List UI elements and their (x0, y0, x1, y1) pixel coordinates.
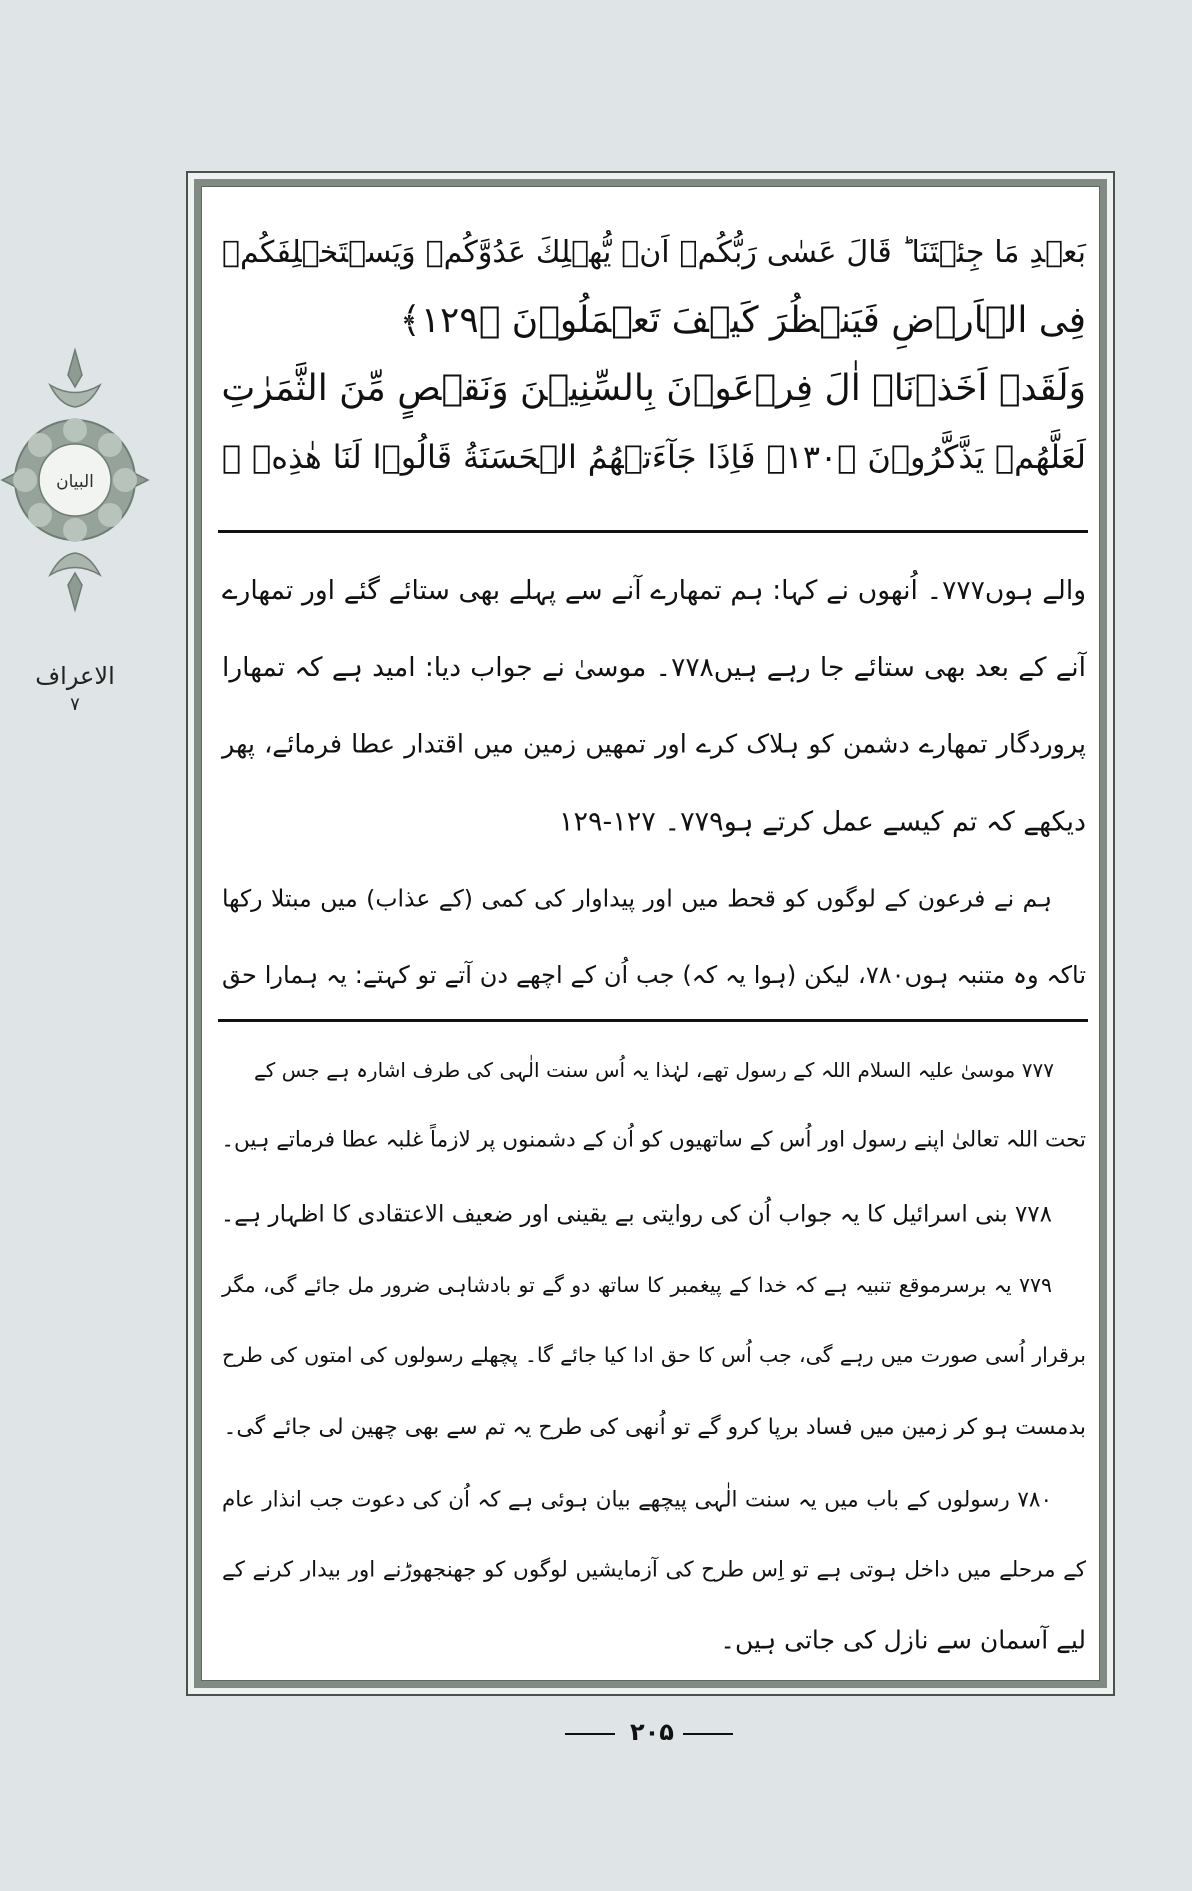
arabic-verse-line: لَعَلَّهُمۡ یَذَّکَّرُوۡنَ ﴿۱۳۰﴾ فَاِذَا جَآءَتۡهُمُ الۡحَسَنَةُ قَالُوۡا لَنَا هٰذِهٖ ۚ (222, 438, 1087, 476)
footnote-divider (218, 1019, 1088, 1022)
translation-line: تاکہ وہ متنبہ ہوں۷۸۰، لیکن (ہوا یہ کہ) جب اُن کے اچھے دن آتے تو کہتے: یہ ہمارا حق (222, 961, 1087, 989)
section-divider (218, 530, 1088, 533)
page-number-dash-left (565, 1733, 615, 1735)
footnote-line: ۷۷۹ یہ برسرموقع تنبیہ ہے کہ خدا کے پیغمبر کا ساتھ دو گے تو بادشاہی ضرور مل جائے گی، مگر (222, 1272, 1052, 1297)
translation-line: دیکھے کہ تم کیسے عمل کرتے ہو۷۷۹۔ ۱۲۷-۱۲۹ (558, 806, 1086, 838)
translation-line: ہم نے فرعون کے لوگوں کو قحط میں اور پیداوار کی کمی (کے عذاب) میں مبتلا رکھا (222, 884, 1052, 913)
emblem-ornament (0, 345, 150, 615)
page-number-dash-right (683, 1733, 733, 1735)
surah-name: الاعراف (35, 662, 115, 690)
footnote-line: کے مرحلے میں داخل ہوتی ہے تو اِس طرح کی آزمایشیں لوگوں کو جھنجھوڑنے اور بیدار کرنے کے (222, 1557, 1086, 1583)
footnote-line: بدمست ہو کر زمین میں فساد برپا کرو گے تو اُنھی کی طرح یہ تم سے بھی چھین لی جائے گی۔ (223, 1415, 1086, 1440)
footnote-line: ۷۷۸ بنی اسرائیل کا یہ جواب اُن کی روایتی بے یقینی اور ضعیف الاعتقادی کا اظہار ہے۔ (220, 1201, 1052, 1228)
translation-line: پروردگار تمھارے دشمن کو ہلاک کرے اور تمھیں زمین میں اقتدار عطا فرمائے، پھر (222, 729, 1086, 760)
page-number: ۲۰۵ (630, 1718, 674, 1746)
footnote-line: ۷۷۷ موسیٰ علیہ السلام اللہ کے رسول تھے، لہٰذا یہ اُس سنت الٰہی کی طرف اشارہ ہے جس کے (254, 1058, 1054, 1082)
arabic-verse-line: فِی الۡاَرۡضِ فَیَنۡظُرَ کَیۡفَ تَعۡمَلُوۡنَ ﴿۱۲۹﴾ (399, 300, 1086, 341)
surah-number: ۷ (70, 694, 80, 715)
footnote-line: تحت اللہ تعالیٰ اپنے رسول اور اُس کے ساتھیوں کو اُن کے دشمنوں پر لازماً غلبہ عطا فرماتے ہیں۔ (221, 1127, 1086, 1153)
arabic-verse-line: وَلَقَدۡ اَخَذۡنَاۤ اٰلَ فِرۡعَوۡنَ بِالسِّنِیۡنَ وَنَقۡصٍ مِّنَ الثَّمَرٰتِ (221, 368, 1086, 409)
footnote-line: لیے آسمان سے نازل کی جاتی ہیں۔ (720, 1625, 1086, 1655)
arabic-verse-line: بَعۡدِ مَا جِئۡتَنَا ؕ قَالَ عَسٰی رَبُّکُمۡ اَنۡ یُّهۡلِكَ عَدُوَّکُمۡ وَیَسۡتَخۡلِفَکُمۡ (222, 235, 1086, 270)
translation-line: آنے کے بعد بھی ستائے جا رہے ہیں۷۷۸۔ موسیٰ نے جواب دیا: امید ہے کہ تمھارا (222, 651, 1086, 683)
footnote-line: ۷۸۰ رسولوں کے باب میں یہ سنت الٰہی پیچھے بیان ہوئی ہے کہ اُن کی دعوت جب انذار عام (222, 1487, 1052, 1513)
translation-line: والے ہوں۷۷۷۔ اُنھوں نے کہا: ہم تمھارے آنے سے پہلے بھی ستائے گئے اور تمھارے (222, 574, 1086, 606)
footnote-line: برقرار اُسی صورت میں رہے گی، جب اُس کا حق ادا کیا جائے گا۔ پچھلے رسولوں کی امتوں کی طرح (222, 1342, 1086, 1367)
emblem-text: البیان (56, 472, 94, 492)
